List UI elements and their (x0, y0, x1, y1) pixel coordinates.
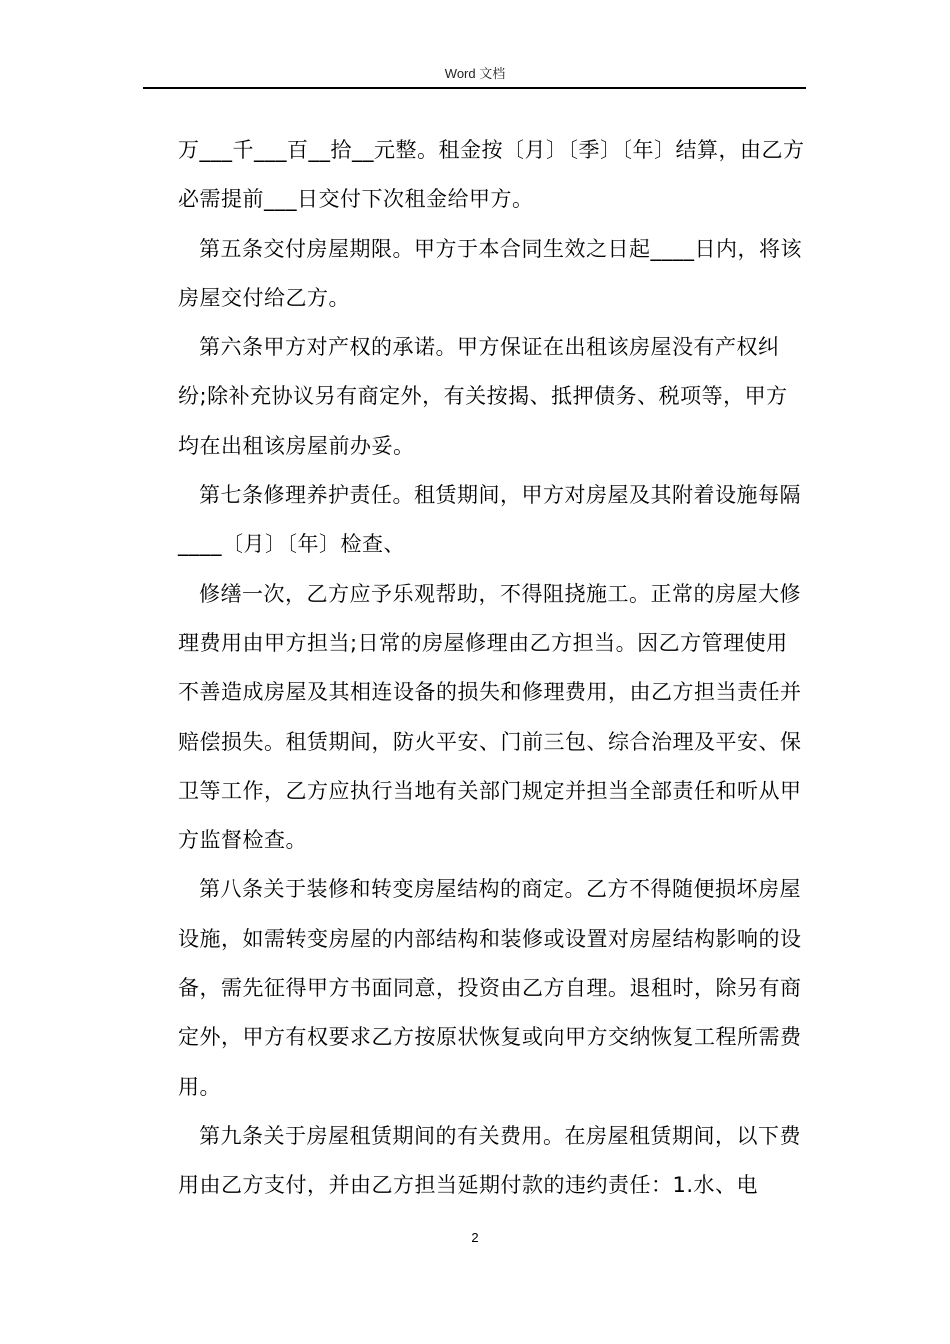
page-header: Word 文档 (444, 66, 506, 81)
paragraph-article-9: 第九条关于房屋租赁期间的有关费用。在房屋租赁期间，以下费用由乙方支付，并由乙方担当延期付款的违约责任：1.水、电 (178, 1123, 801, 1198)
header-divider (143, 87, 806, 89)
paragraph-article-7: 第七条修理养护责任。租赁期间，甲方对房屋及其附着设施每隔____〔月〕〔年〕检查、 (178, 483, 801, 557)
page-number: 2 (471, 1230, 479, 1245)
paragraph-article-7-continued: 修缮一次，乙方应予乐观帮助，不得阻挠施工。正常的房屋大修理费用由甲方担当;日常的房屋修理由乙方担当。因乙方管理使用不善造成房屋及其相连设备的损失和修理费用，由乙方担当责任并赔偿损失。租赁期间，防火平安、门前三包、综合治理及平安、保卫等工作，乙方应执行当地有关部门规定并担当全部责任和听从甲方监督检查。 (178, 581, 802, 853)
document-body (178, 126, 808, 1211)
paragraph-rent-amount: 万___千___百__拾__元整。租金按〔月〕〔季〕〔年〕结算，由乙方必需提前___日交付下次租金给甲方。 (178, 138, 805, 212)
paragraph-article-8: 第八条关于装修和转变房屋结构的商定。乙方不得随便损坏房屋设施，如需转变房屋的内部结构和装修或设置对房屋结构影响的设备，需先征得甲方书面同意，投资由乙方自理。退租时，除另有商定外，甲方有权要求乙方按原状恢复或向甲方交纳恢复工程所需费用。 (178, 877, 802, 1099)
paragraph-article-5: 第五条交付房屋期限。甲方于本合同生效之日起____日内，将该房屋交付给乙方。 (178, 236, 802, 310)
paragraph-article-6: 第六条甲方对产权的承诺。甲方保证在出租该房屋没有产权纠纷;除补充协议另有商定外，有关按揭、抵押债务、税项等，甲方均在出租该房屋前办妥。 (178, 335, 788, 458)
